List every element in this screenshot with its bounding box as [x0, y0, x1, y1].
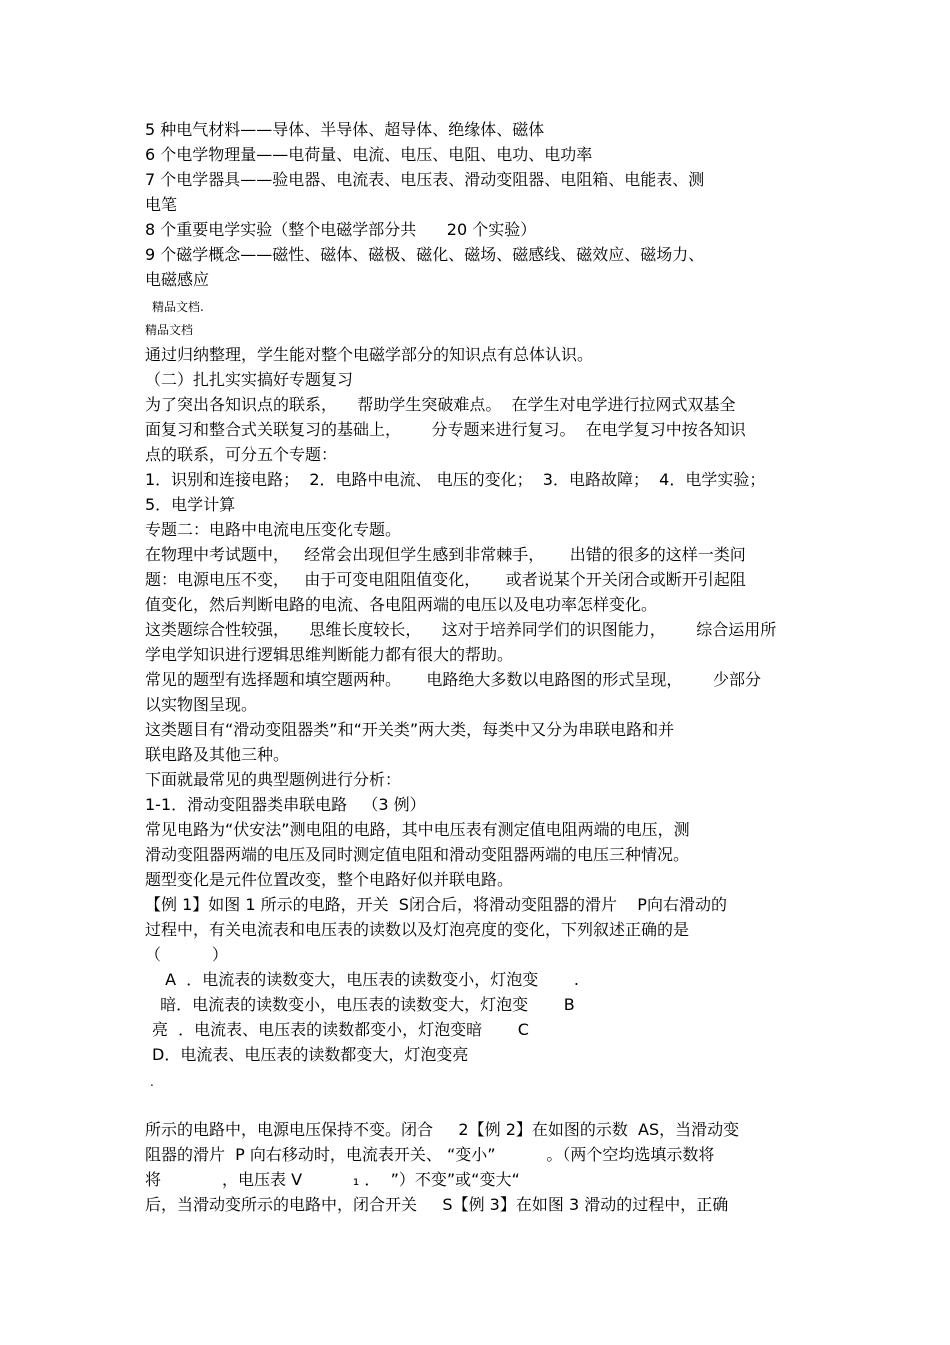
text-line: 滑动变阻器两端的电压及同时测定值电阻和滑动变阻器两端的电压三种情况。 [145, 845, 690, 864]
text-line: 后，当滑动变所示的电路中，闭合开关 S【例 3】在如图 3 滑动的过程中，正确 [145, 1195, 729, 1214]
section-heading: 专题二：电路中电流电压变化专题。 [145, 520, 402, 539]
text-line: . [150, 1075, 154, 1089]
option-line: A ．电流表的读数变大，电压表的读数变小，灯泡变 . [155, 970, 579, 989]
text-line: 过程中，有关电流表和电压表的读数以及灯泡亮度的变化，下列叙述正确的是 [145, 920, 690, 939]
text-line: 在物理中考试题中， 经常会出现但学生感到非常棘手， 出错的很多的这样一类问 [145, 545, 746, 564]
text-line: 题型变化是元件位置改变，整个电路好似并联电路。 [145, 870, 514, 889]
text-line: 下面就最常见的典型题例进行分析： [145, 770, 402, 789]
text-line: 5．电学计算 [145, 495, 236, 514]
text-line: 5 种电气材料——导体、半导体、超导体、绝缘体、磁体 [145, 120, 545, 139]
text-line: 7 个电学器具——验电器、电流表、电压表、滑动变阻器、电阻箱、电能表、测 [145, 170, 705, 189]
text-line: 点的联系，可分五个专题： [145, 445, 338, 464]
text-line: 题：电源电压不变， 由于可变电阻阻值变化， 或者说某个开关闭合或断开引起阻 [145, 570, 746, 589]
text-line: 这类题目有“滑动变阻器类”和“开关类”两大类，每类中又分为串联电路和并 [145, 720, 675, 739]
text-line: 常见的题型有选择题和填空题两种。 电路绝大多数以电路图的形式呈现， 少部分 [145, 670, 761, 689]
watermark-text: 精品文档. [152, 300, 204, 314]
watermark-text: 精品文档 [145, 323, 194, 337]
text-line: 9 个磁学概念——磁性、磁体、磁极、磁化、磁场、磁感线、磁效应、磁场力、 [145, 245, 705, 264]
text-line: 面复习和整合式关联复习的基础上， 分专题来进行复习。 在电学复习中按各知识 [145, 420, 746, 439]
section-heading: （二）扎扎实实搞好专题复习 [145, 370, 354, 389]
section-heading: 1-1．滑动变阻器类串联电路 （3 例） [145, 795, 426, 814]
text-line: 联电路及其他三种。 [145, 745, 290, 764]
option-line: 亮 ．电流表、电压表的读数都变小，灯泡变暗 C [152, 1020, 529, 1039]
text-line: 1．识别和连接电路； 2．电路中电流、 电压的变化； 3．电路故障； 4．电学实验； [145, 470, 766, 489]
text-line: 学电学知识进行逻辑思维判断能力都有很大的帮助。 [145, 645, 514, 664]
text-line: 所示的电路中，电源电压保持不变。闭合 2【例 2】在如图的示数 AS，当滑动变 [145, 1120, 740, 1139]
text-line: 6 个电学物理量——电荷量、电流、电压、电阻、电功、电功率 [145, 145, 593, 164]
option-line: 暗．电流表的读数变小，电压表的读数变大，灯泡变 B [155, 995, 575, 1014]
text-line: 为了突出各知识点的联系， 帮助学生突破难点。 在学生对电学进行拉网式双基全 [145, 395, 736, 414]
text-line: 【例 1】如图 1 所示的电路，开关 S闭合后，将滑动变阻器的滑片 P向右滑动的 [145, 895, 727, 914]
option-line: D．电流表、电压表的读数都变大，灯泡变亮 [152, 1045, 469, 1064]
text-line: 8 个重要电学实验（整个电磁学部分共 20 个实验） [145, 220, 537, 239]
text-line: 这类题综合性较强， 思维长度较长， 这对于培养同学们的识图能力， 综合运用所 [145, 620, 777, 639]
text-line: 通过归纳整理，学生能对整个电磁学部分的知识点有总体认识。 [145, 345, 594, 364]
text-line: 阻器的滑片 P 向右移动时，电流表开关、 “变小” 。（两个空均选填示数将 [145, 1145, 715, 1164]
text-line: 值变化，然后判断电路的电流、各电阻两端的电压以及电功率怎样变化。 [145, 595, 658, 614]
text-line: 电磁感应 [145, 270, 210, 289]
text-line: 将 ，电压表 V ₁ ． ”）不变”或“变大“ [145, 1170, 520, 1189]
text-line: 以实物图呈现。 [145, 695, 258, 714]
answer-blank: （ ） [145, 945, 228, 964]
text-line: 常见电路为“伏安法”测电阻的电路，其中电压表有测定值电阻两端的电压，测 [145, 820, 690, 839]
text-line: 电笔 [145, 195, 178, 214]
